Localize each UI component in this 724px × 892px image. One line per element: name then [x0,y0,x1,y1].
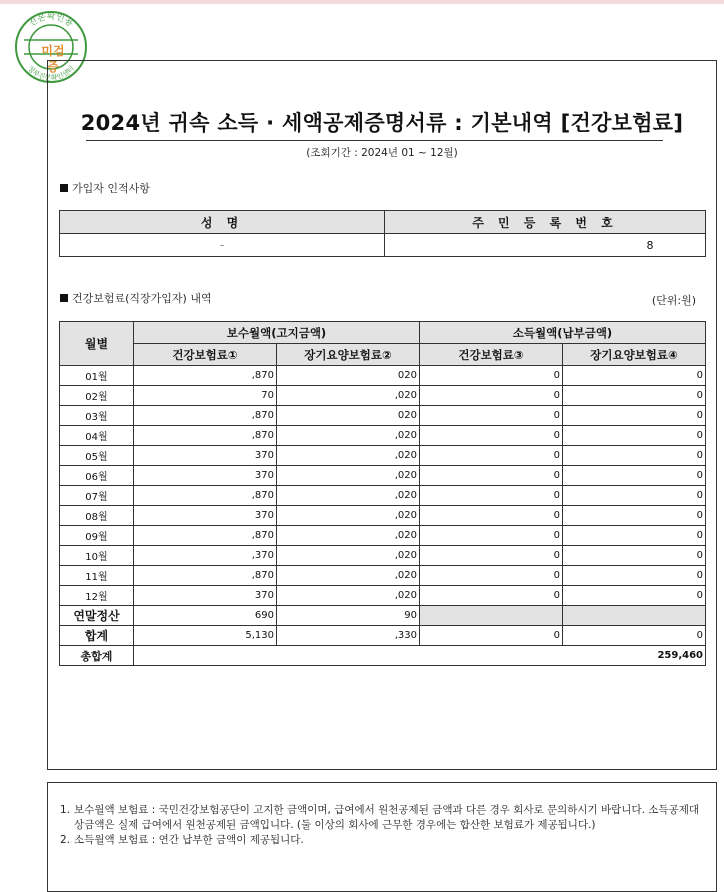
month-cell: 09월 [60,526,134,546]
health-3-cell: 0 [420,486,563,506]
settlement-empty-4 [563,606,706,626]
month-cell: 07월 [60,486,134,506]
table-row [60,366,706,386]
name-header: 성 명 [60,211,385,234]
settlement-empty-3 [420,606,563,626]
ltc-4-cell: 0 [563,446,706,466]
group-header-assessed: 보수월액(고지금액) [134,322,420,344]
monthly-rows [60,366,706,606]
subscriber-section-heading [60,180,150,196]
settlement-health: 690 [134,606,277,626]
table-row [60,486,706,506]
ltc-4-cell: 0 [563,566,706,586]
ltc-4-cell: 0 [563,466,706,486]
ltc-2-cell: ,020 [277,506,420,526]
subscriber-section-title: 가입자 인적사항 [72,182,150,195]
month-cell: 11월 [60,566,134,586]
unit-label: (단위:원) [651,294,696,307]
col-header-ltc-4: 장기요양보험료④ [563,344,706,366]
ltc-2-cell: ,020 [277,446,420,466]
ltc-4-cell: 0 [563,406,706,426]
table-row [60,386,706,406]
ltc-4-cell: 0 [563,506,706,526]
ltc-4-cell: 0 [563,426,706,446]
ltc-4-cell: 0 [563,486,706,506]
total-health-3: 0 [420,626,563,646]
ltc-2-cell: ,020 [277,566,420,586]
total-ltc-2: ,330 [277,626,420,646]
ltc-4-cell: 0 [563,386,706,406]
table-row [60,506,706,526]
ltc-2-cell: 020 [277,406,420,426]
month-cell: 08월 [60,506,134,526]
note-number: 1. [60,804,71,816]
ltc-2-cell: ,020 [277,466,420,486]
ltc-4-cell: 0 [563,366,706,386]
health-1-cell: ,370 [134,546,277,566]
month-cell: 01월 [60,366,134,386]
ltc-2-cell: ,020 [277,426,420,446]
grand-total-row [60,646,706,666]
seal-status-label: 미검증 [41,44,65,74]
note-number: 2. [60,834,71,846]
seal-top-text: 진본확인용 [27,11,75,30]
resident-number-value: 8 [385,234,706,257]
table-row [60,466,706,486]
table-row [60,566,706,586]
top-band [0,0,724,4]
document-title: 2024년 귀속 소득 · 세액공제증명서류 : 기본내역 [건강보험료] [80,111,684,135]
grand-total-value: 259,460 [134,646,706,666]
note-text: 보수월액 보험료 : 국민건강보험공단이 고지한 금액이며, 급여에서 원천공제된 금액과 다른 경우 회사로 문의하시기 바랍니다. 소득공제대상금액은 실제 급여에서 원천공제된 금액입니다. (둘 이상의 회사에 근무한 경우에는 합산한 보험료가 제공됩니다.) [74,804,699,831]
square-bullet-icon [60,184,68,192]
ltc-2-cell: ,020 [277,586,420,606]
ltc-4-cell: 0 [563,546,706,566]
square-bullet-icon [60,294,68,302]
table-row [60,546,706,566]
ltc-2-cell: 020 [277,366,420,386]
ltc-2-cell: ,020 [277,486,420,506]
table-row [60,586,706,606]
col-header-health-1: 건강보험료① [134,344,277,366]
col-header-health-3: 건강보험료③ [420,344,563,366]
month-cell: 10월 [60,546,134,566]
name-value: - [60,234,385,257]
month-cell: 02월 [60,386,134,406]
grand-total-label: 총합계 [60,646,134,666]
settlement-label: 연말정산 [60,606,134,626]
health-3-cell: 0 [420,466,563,486]
total-label: 합계 [60,626,134,646]
group-header-paid: 소득월액(납부금액) [420,322,706,344]
month-header: 월별 [60,322,134,366]
health-1-cell: 370 [134,446,277,466]
health-1-cell: ,870 [134,406,277,426]
health-3-cell: 0 [420,406,563,426]
ltc-2-cell: ,020 [277,526,420,546]
health-1-cell: 370 [134,506,277,526]
health-1-cell: 370 [134,586,277,606]
month-cell: 05월 [60,446,134,466]
settlement-ltc: 90 [277,606,420,626]
table-row [60,426,706,446]
ltc-4-cell: 0 [563,526,706,546]
month-cell: 04월 [60,426,134,446]
table-row [60,526,706,546]
note-text: 소득월액 보험료 : 연간 납부한 금액이 제공됩니다. [74,834,304,846]
health-1-cell: ,870 [134,486,277,506]
health-1-cell: 70 [134,386,277,406]
health-1-cell: ,870 [134,566,277,586]
health-3-cell: 0 [420,546,563,566]
table-row [60,406,706,426]
resident-number-header: 주 민 등 록 번 호 [385,211,706,234]
health-1-cell: ,870 [134,426,277,446]
ltc-4-cell: 0 [563,586,706,606]
col-header-ltc-2: 장기요양보험료② [277,344,420,366]
premium-section-title: 건강보험료(직장가입자) 내역 [72,292,212,305]
total-row [60,626,706,646]
subscriber-table [59,210,706,257]
note-item [60,803,704,833]
health-3-cell: 0 [420,586,563,606]
health-3-cell: 0 [420,506,563,526]
table-row [60,446,706,466]
settlement-row [60,606,706,626]
health-1-cell: ,870 [134,366,277,386]
total-ltc-4: 0 [563,626,706,646]
health-3-cell: 0 [420,446,563,466]
health-1-cell: 370 [134,466,277,486]
premium-table [59,321,706,666]
total-health-1: 5,130 [134,626,277,646]
seal-bottom-text: 정부진본확인센터 [25,64,77,83]
month-cell: 12월 [60,586,134,606]
health-3-cell: 0 [420,426,563,446]
health-3-cell: 0 [420,566,563,586]
title-divider [86,140,663,141]
ltc-2-cell: ,020 [277,386,420,406]
notes-box [47,782,717,892]
health-1-cell: ,870 [134,526,277,546]
ltc-2-cell: ,020 [277,546,420,566]
month-cell: 06월 [60,466,134,486]
inquiry-period: (조회기간 : 2024년 01 ~ 12월) [306,147,458,159]
health-3-cell: 0 [420,366,563,386]
health-3-cell: 0 [420,386,563,406]
note-item [60,833,704,848]
premium-section-heading [60,290,212,306]
health-3-cell: 0 [420,526,563,546]
month-cell: 03월 [60,406,134,426]
